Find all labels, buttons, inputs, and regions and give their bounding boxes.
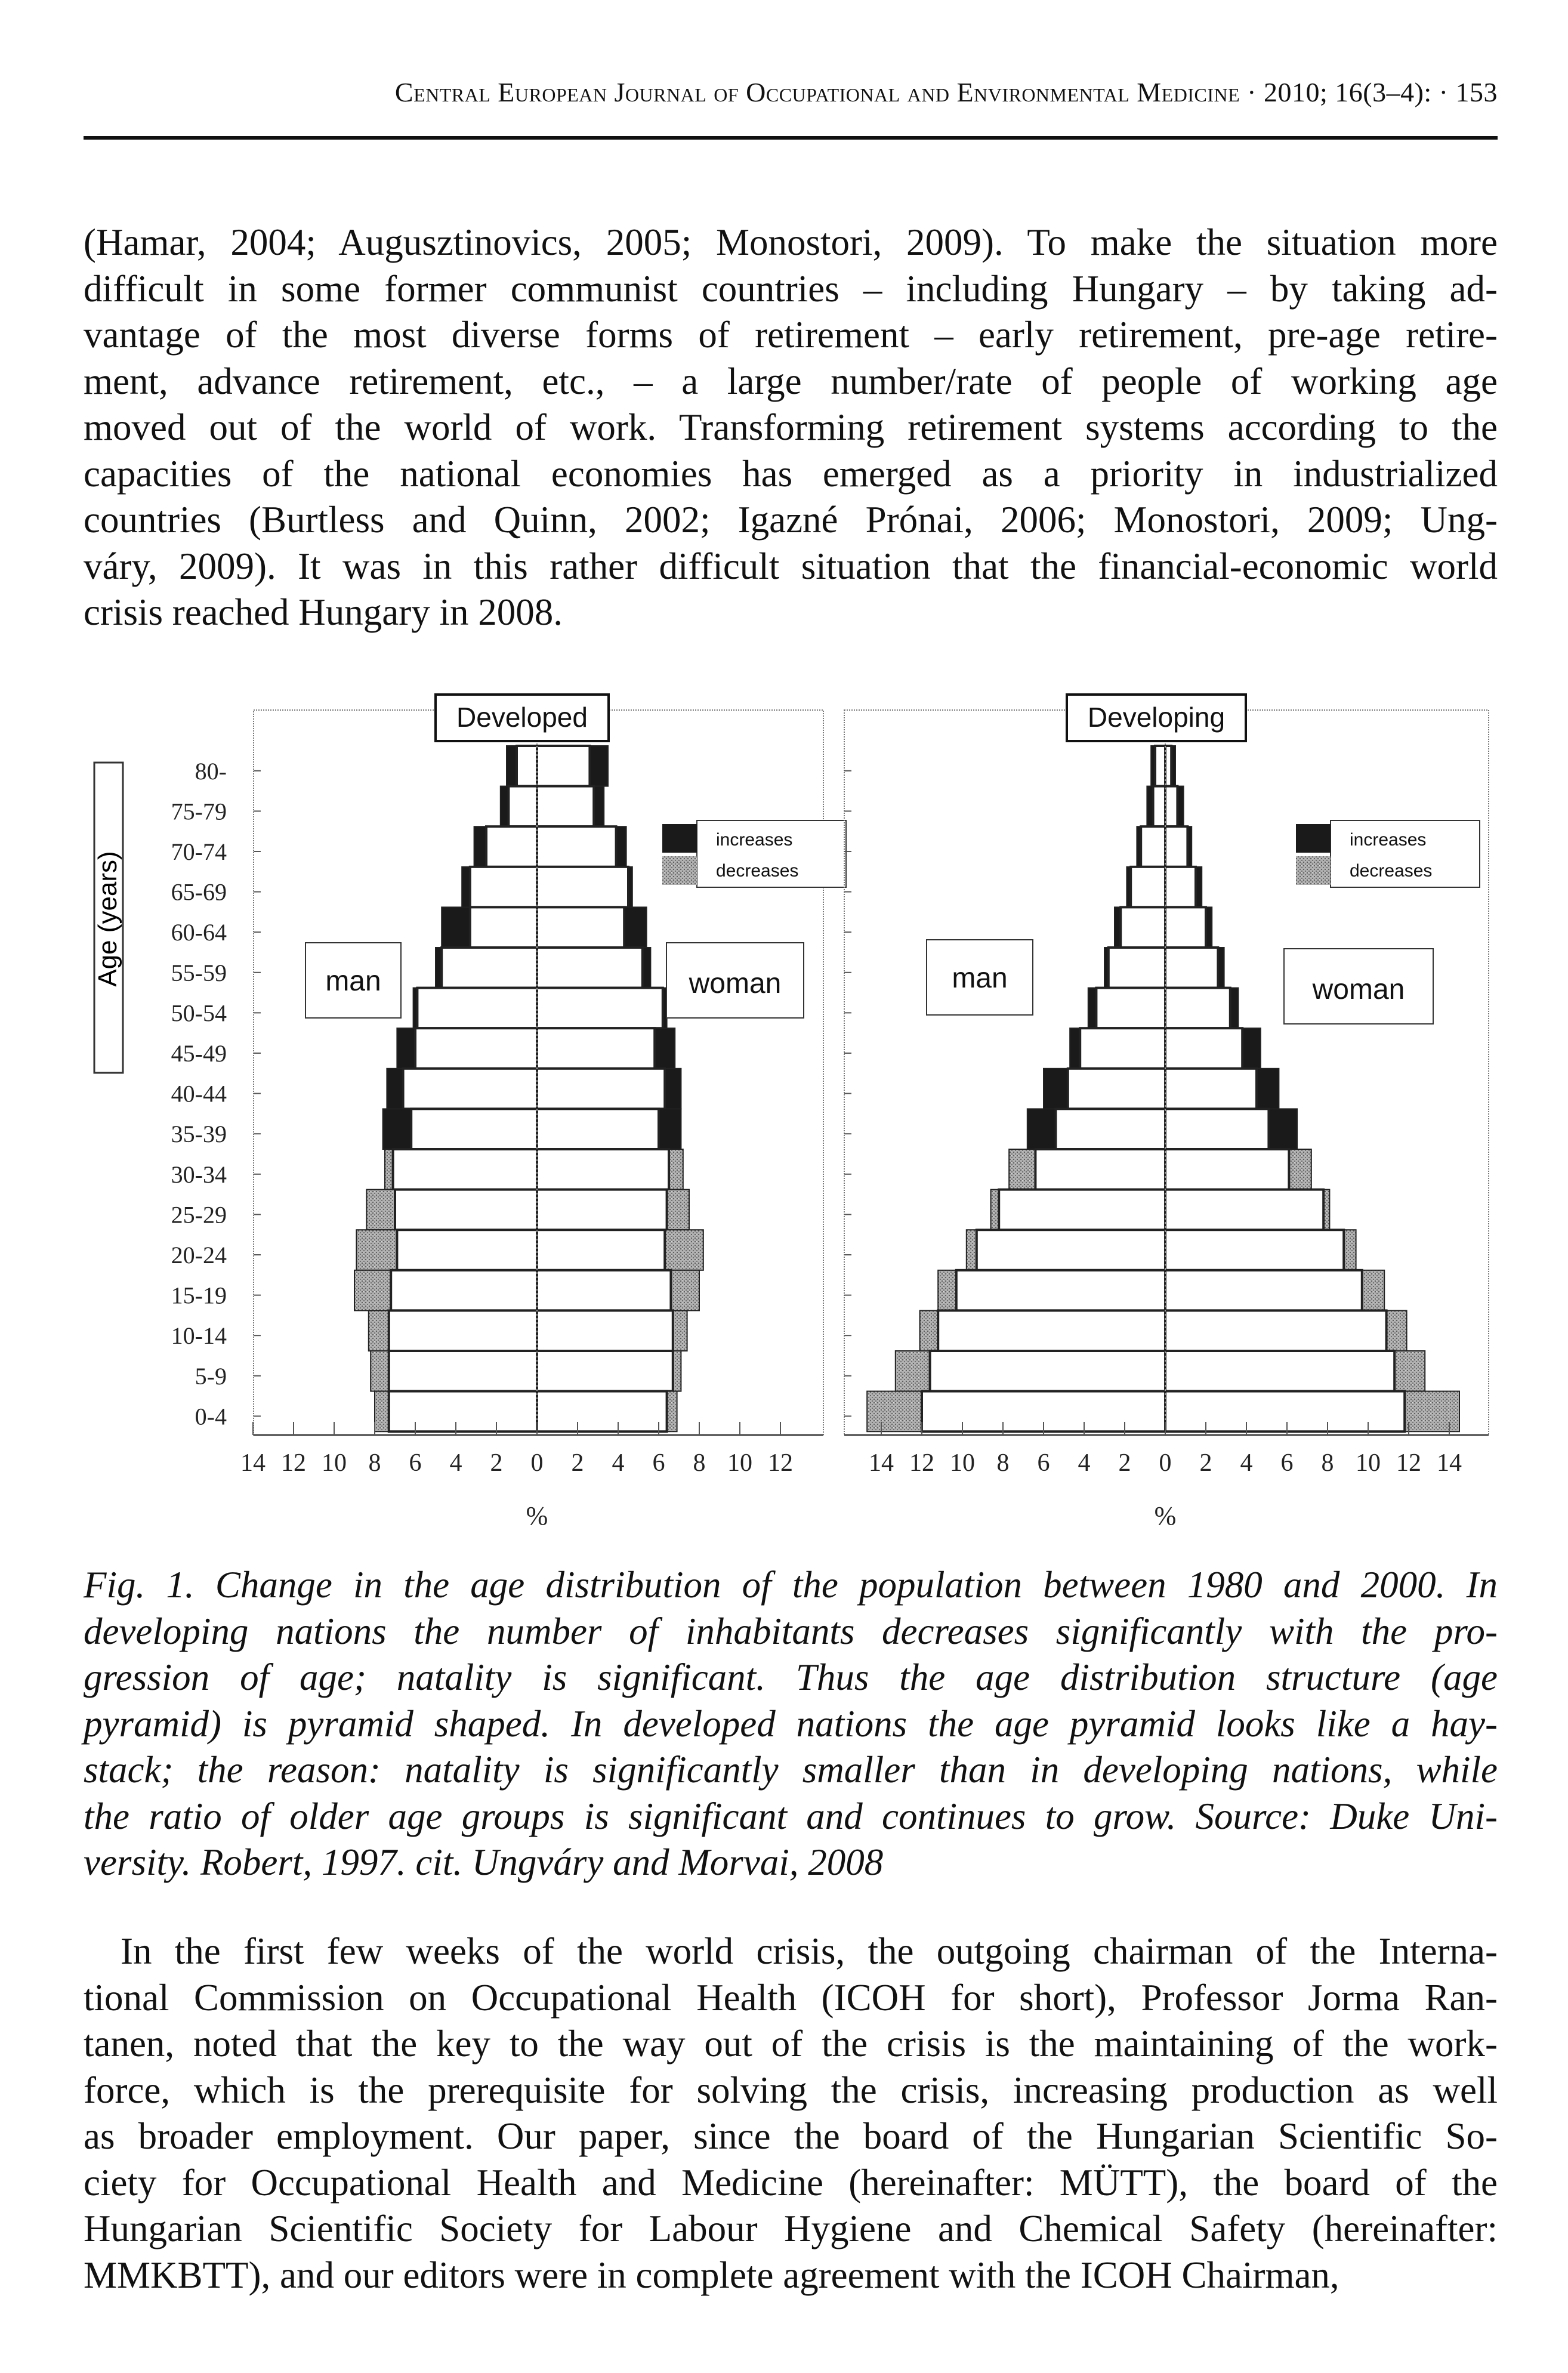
woman-base-bar	[1165, 746, 1171, 786]
woman-base-bar	[1165, 1190, 1323, 1230]
body-paragraph-1	[84, 220, 1498, 636]
man-change-bar	[369, 1310, 389, 1351]
legend-swatch-decreases	[662, 856, 697, 885]
man-base-bar	[999, 1190, 1165, 1230]
text-line: (Hamar, 2004; Augusztinovics, 2005; Monostori, 2009). To make the situation more	[84, 221, 1498, 263]
woman-base-bar	[1165, 1351, 1394, 1391]
x-tick-label: 4	[612, 1449, 625, 1477]
man-base-bar	[417, 988, 537, 1029]
woman-base-bar	[1165, 1391, 1405, 1432]
man-base-bar	[1035, 1149, 1165, 1190]
man-base-bar	[393, 1149, 537, 1190]
man-change-bar	[501, 786, 509, 827]
legend-swatch-decreases	[1296, 856, 1331, 885]
developed-pyramid	[171, 695, 846, 1530]
woman-base-bar	[1165, 1028, 1242, 1069]
man-base-bar	[1155, 746, 1165, 786]
x-tick-label: 8	[1321, 1449, 1334, 1477]
y-tick-label: 40-44	[171, 1080, 227, 1107]
woman-change-bar	[667, 1190, 689, 1230]
legend-label-increases: increases	[716, 830, 793, 850]
man-change-bar	[867, 1391, 922, 1432]
y-tick-label: 0-4	[195, 1403, 227, 1430]
y-tick-label: 65-69	[171, 878, 227, 906]
x-tick-label: 0	[1159, 1449, 1172, 1477]
man-change-bar	[920, 1310, 939, 1351]
woman-base-bar	[537, 1069, 665, 1109]
text-line: difficult in some former communist countries – including Hungary – by taking ad-	[84, 267, 1498, 310]
text-line: force, which is the prerequisite for solving the crisis, increasing production as well	[84, 2069, 1498, 2111]
woman-base-bar	[537, 1230, 665, 1270]
woman-base-bar	[1165, 1310, 1387, 1351]
woman-change-bar	[1344, 1230, 1356, 1270]
figure-caption	[84, 1562, 1498, 1886]
x-tick-label: 14	[869, 1449, 894, 1477]
x-tick-label: 2	[1199, 1449, 1212, 1477]
woman-change-bar	[667, 1391, 677, 1432]
woman-base-bar	[537, 1190, 667, 1230]
x-tick-label: 8	[996, 1449, 1010, 1477]
x-tick-label: 10	[950, 1449, 975, 1477]
man-base-bar	[470, 867, 537, 908]
woman-base-bar	[537, 1149, 669, 1190]
y-tick-label: 35-39	[171, 1121, 227, 1148]
woman-change-bar	[1387, 1310, 1407, 1351]
man-change-bar	[1070, 1028, 1080, 1069]
x-tick-label: 14	[1437, 1449, 1462, 1477]
y-axis-label: Age (years)	[93, 851, 122, 987]
man-base-bar	[1121, 907, 1165, 948]
woman-change-bar	[665, 1069, 681, 1109]
woman-base-bar	[537, 988, 663, 1029]
woman-change-bar	[659, 1109, 681, 1149]
woman-change-bar	[643, 948, 651, 988]
man-base-bar	[1109, 948, 1165, 988]
text-line: stack; the reason: natality is significantly smaller than in developing nations, while	[84, 1749, 1498, 1791]
woman-base-bar	[1165, 948, 1218, 988]
woman-change-bar	[1257, 1069, 1279, 1109]
woman-change-bar	[589, 746, 608, 786]
text-line: crisis reached Hungary in 2008.	[84, 591, 563, 633]
woman-base-bar	[1165, 1230, 1344, 1270]
woman-base-bar	[537, 1351, 673, 1391]
woman-change-bar	[624, 907, 646, 948]
woman-change-bar	[665, 1230, 703, 1270]
x-tick-label: 14	[240, 1449, 266, 1477]
woman-base-bar	[1165, 826, 1187, 867]
x-tick-label: 6	[409, 1449, 422, 1477]
man-change-bar	[474, 826, 486, 867]
man-change-bar	[462, 867, 470, 908]
x-tick-label: 6	[1037, 1449, 1050, 1477]
woman-change-bar	[1230, 988, 1239, 1029]
y-tick-label: 25-29	[171, 1201, 227, 1229]
x-tick-label: 6	[652, 1449, 665, 1477]
woman-change-bar	[1242, 1028, 1261, 1069]
man-change-bar	[1088, 988, 1097, 1029]
x-tick-label: 10	[1356, 1449, 1381, 1477]
x-tick-label: 8	[368, 1449, 381, 1477]
man-base-bar	[1068, 1069, 1165, 1109]
x-tick-label: 2	[490, 1449, 503, 1477]
man-change-bar	[383, 1109, 412, 1149]
text-line: versity. Robert, 1997. cit. Ungváry and Morvai, 2008	[84, 1841, 884, 1883]
woman-base-bar	[537, 1109, 659, 1149]
y-tick-label: 45-49	[171, 1040, 227, 1067]
man-base-bar	[442, 948, 537, 988]
text-line: ciety for Occupational Health and Medicine (hereinafter: MÜTT), the board of the	[84, 2161, 1498, 2204]
y-tick-label: 20-24	[171, 1242, 227, 1269]
man-change-bar	[371, 1351, 389, 1391]
man-base-bar	[415, 1028, 537, 1069]
woman-label: woman	[689, 968, 782, 999]
y-tick-label: 55-59	[171, 959, 227, 986]
man-label: man	[325, 965, 381, 997]
woman-change-bar	[616, 826, 626, 867]
man-change-bar	[1009, 1149, 1035, 1190]
woman-change-bar	[1362, 1270, 1384, 1311]
text-line: the ratio of older age groups is significant and continues to grow. Source: Duke Uni-	[84, 1795, 1498, 1837]
woman-base-bar	[1165, 988, 1230, 1029]
text-line: tanen, noted that the key to the way out of the crisis is the maintaining of the work-	[84, 2023, 1498, 2065]
man-base-bar	[389, 1310, 537, 1351]
woman-base-bar	[537, 907, 624, 948]
text-line: tional Commission on Occupational Health (ICOH for short), Professor Jorma Ran-	[84, 1976, 1498, 2019]
citation: · 2010; 16(3–4): · 153	[1247, 77, 1498, 107]
man-change-bar	[387, 1069, 403, 1109]
y-tick-label: 10-14	[171, 1322, 227, 1350]
man-change-bar	[354, 1270, 391, 1311]
x-tick-label: 12	[768, 1449, 793, 1477]
woman-base-bar	[537, 1310, 673, 1351]
woman-base-bar	[537, 1028, 655, 1069]
woman-base-bar	[1165, 867, 1196, 908]
man-base-bar	[1055, 1109, 1165, 1149]
y-tick-label: 30-34	[171, 1161, 227, 1188]
man-base-bar	[470, 907, 537, 948]
man-base-bar	[517, 746, 537, 786]
woman-base-bar	[537, 1270, 671, 1311]
man-base-bar	[391, 1270, 537, 1311]
man-base-bar	[389, 1391, 537, 1432]
woman-base-bar	[1165, 1149, 1289, 1190]
woman-change-bar	[671, 1270, 699, 1311]
man-change-bar	[967, 1230, 977, 1270]
man-base-bar	[930, 1351, 1165, 1391]
man-base-bar	[1096, 988, 1165, 1029]
man-change-bar	[356, 1230, 397, 1270]
x-tick-label: 2	[571, 1449, 584, 1477]
woman-base-bar	[537, 746, 589, 786]
text-line: Hungarian Scientific Society for Labour Hygiene and Chemical Safety (hereinafter:	[84, 2208, 1498, 2249]
woman-base-bar	[537, 867, 628, 908]
text-line: moved out of the world of work. Transforming retirement systems according to the	[84, 406, 1498, 448]
legend-swatch-increases	[662, 824, 697, 853]
developing-pyramid	[844, 695, 1489, 1530]
woman-change-bar	[655, 1028, 675, 1069]
woman-change-bar	[1394, 1351, 1425, 1391]
y-tick-label: 70-74	[171, 838, 227, 865]
man-base-bar	[1141, 826, 1165, 867]
x-tick-label: 4	[1078, 1449, 1091, 1477]
x-axis-label: %	[1154, 1501, 1177, 1530]
text-line: pyramid) is pyramid shaped. In developed nations the age pyramid looks like a hay-	[84, 1702, 1498, 1745]
man-base-bar	[1153, 786, 1165, 827]
x-tick-label: 10	[322, 1449, 347, 1477]
man-change-bar	[991, 1190, 999, 1230]
population-pyramids-figure	[0, 686, 1568, 1557]
text-line: Fig. 1. Change in the age distribution of the population between 1980 and 2000. In	[84, 1564, 1498, 1606]
man-base-bar	[508, 786, 537, 827]
y-tick-label: 80-	[195, 757, 227, 785]
y-tick-label: 75-79	[171, 798, 227, 825]
man-base-bar	[395, 1190, 537, 1230]
x-tick-label: 12	[281, 1449, 306, 1477]
text-line: In the first few weeks of the world crisis, the outgoing chairman of the Interna-	[121, 1930, 1498, 1972]
text-line: ment, advance retirement, etc., – a large number/rate of people of working age	[84, 360, 1498, 402]
y-tick-label: 15-19	[171, 1282, 227, 1309]
man-change-bar	[507, 746, 517, 786]
chart-title: Developed	[456, 702, 588, 733]
text-line: developing nations the number of inhabitants decreases significantly with the pro-	[84, 1610, 1498, 1652]
text-line: countries (Burtless and Quinn, 2002; Igazné Prónai, 2006; Monostori, 2009; Ung-	[84, 499, 1498, 541]
man-base-bar	[1080, 1028, 1165, 1069]
woman-base-bar	[1165, 1270, 1362, 1311]
woman-change-bar	[1289, 1149, 1311, 1190]
man-change-bar	[375, 1391, 389, 1432]
x-tick-label: 0	[530, 1449, 544, 1477]
woman-base-bar	[537, 1391, 667, 1432]
man-change-bar	[385, 1149, 393, 1190]
man-base-bar	[1131, 867, 1165, 908]
man-base-bar	[411, 1109, 537, 1149]
man-change-bar	[896, 1351, 930, 1391]
man-change-bar	[938, 1270, 956, 1311]
woman-change-bar	[673, 1310, 687, 1351]
woman-base-bar	[1165, 1069, 1257, 1109]
legend-label-increases: increases	[1350, 830, 1427, 850]
man-change-bar	[397, 1028, 415, 1069]
man-change-bar	[366, 1190, 395, 1230]
y-tick-label: 50-54	[171, 999, 227, 1027]
man-base-bar	[977, 1230, 1165, 1270]
man-base-bar	[956, 1270, 1165, 1311]
man-base-bar	[403, 1069, 537, 1109]
man-base-bar	[486, 826, 537, 867]
text-line: as broader employment. Our paper, since the board of the Hungarian Scientific So-	[84, 2115, 1498, 2157]
text-line: gression of age; natality is significant. Thus the age distribution structure (age	[84, 1656, 1498, 1698]
journal-title: Central European Journal of Occupational and Environmental Medicine	[394, 77, 1240, 107]
x-tick-label: 6	[1280, 1449, 1294, 1477]
man-label: man	[952, 962, 1008, 994]
woman-base-bar	[537, 786, 594, 827]
y-tick-label: 5-9	[195, 1362, 227, 1390]
running-header-text	[395, 76, 1498, 108]
x-tick-label: 2	[1118, 1449, 1131, 1477]
legend-label-decreases: decreases	[716, 861, 799, 881]
text-line: capacities of the national economies has emerged as a priority in industrialized	[84, 452, 1498, 495]
man-base-bar	[938, 1310, 1165, 1351]
x-tick-label: 10	[727, 1449, 752, 1477]
man-base-bar	[389, 1351, 537, 1391]
text-line: váry, 2009). It was in this rather difficult situation that the financial-economic world	[84, 545, 1498, 587]
running-header	[84, 76, 1498, 140]
woman-base-bar	[537, 826, 616, 867]
woman-base-bar	[537, 948, 643, 988]
man-change-bar	[442, 907, 470, 948]
body-paragraph-2	[84, 1928, 1498, 2298]
woman-change-bar	[1268, 1109, 1297, 1149]
woman-label: woman	[1312, 974, 1405, 1005]
x-tick-label: 8	[693, 1449, 706, 1477]
x-axis-label: %	[526, 1501, 548, 1530]
man-change-bar	[1027, 1109, 1056, 1149]
woman-change-bar	[673, 1351, 681, 1391]
man-base-bar	[397, 1230, 537, 1270]
text-line: MMKBTT), and our editors were in complete agreement with the ICOH Chairman,	[84, 2254, 1339, 2296]
chart-title: Developing	[1087, 702, 1226, 733]
legend-label-decreases: decreases	[1350, 861, 1433, 881]
woman-base-bar	[1165, 786, 1177, 827]
x-tick-label: 4	[449, 1449, 462, 1477]
legend-swatch-increases	[1296, 824, 1331, 853]
man-change-bar	[1044, 1069, 1068, 1109]
woman-base-bar	[1165, 907, 1206, 948]
figure-1	[0, 686, 1568, 1557]
x-tick-label: 12	[1396, 1449, 1421, 1477]
woman-change-bar	[594, 786, 604, 827]
woman-change-bar	[1405, 1391, 1459, 1432]
x-tick-label: 12	[909, 1449, 934, 1477]
woman-change-bar	[669, 1149, 683, 1190]
x-tick-label: 4	[1240, 1449, 1253, 1477]
woman-base-bar	[1165, 1109, 1268, 1149]
text-line: vantage of the most diverse forms of retirement – early retirement, pre-age retire-	[84, 314, 1498, 356]
y-tick-label: 60-64	[171, 919, 227, 946]
